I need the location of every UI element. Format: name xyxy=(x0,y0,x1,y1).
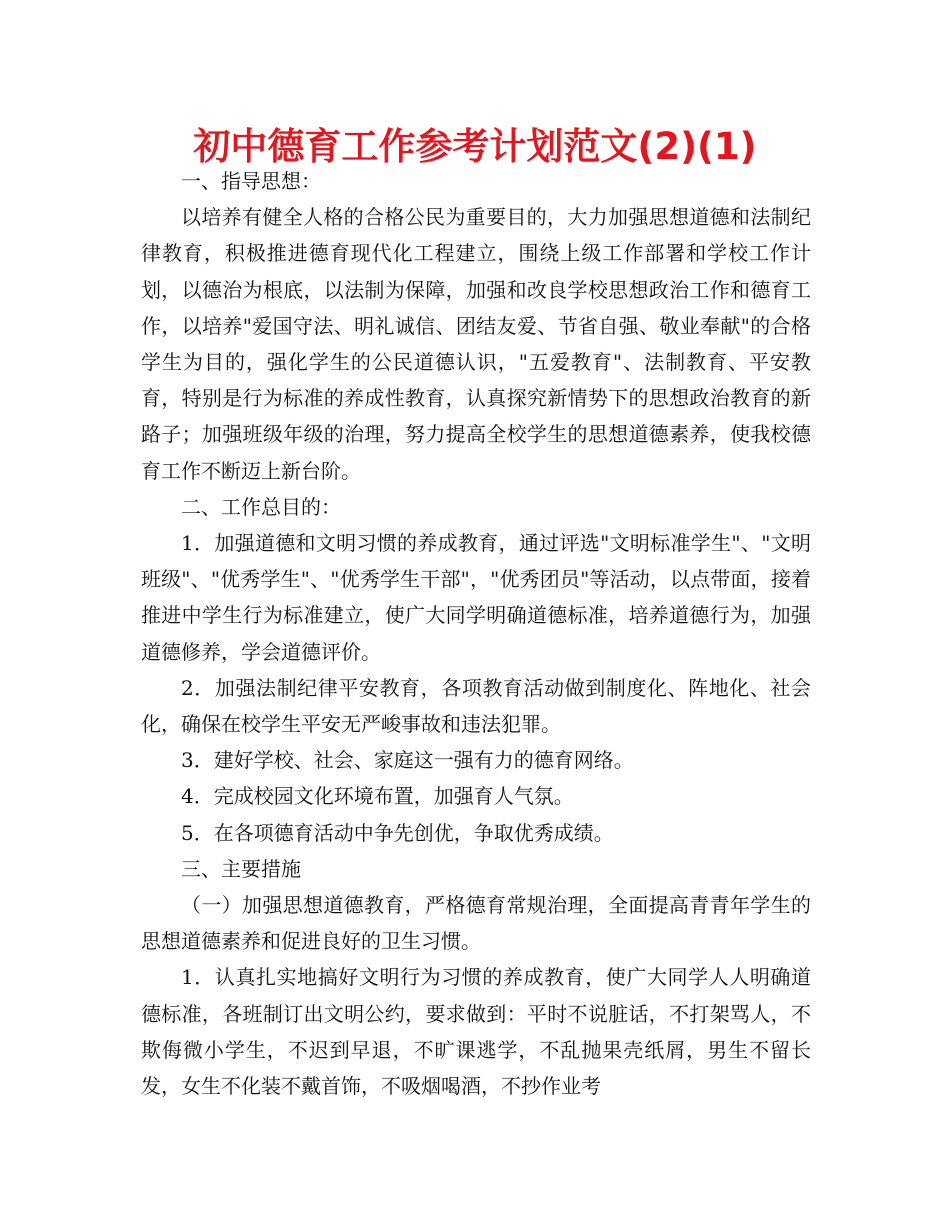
paragraph: 5．在各项德育活动中争先创优，争取优秀成绩。 xyxy=(181,820,614,845)
paragraph: （一）加强思想道德教育，严格德育常规治理，全面提高青青年学生的思想道德素养和促进良好的卫生习惯。 xyxy=(141,893,811,954)
paragraph: 以培养有健全人格的合格公民为重要目的，大力加强思想道德和法制纪律教育，积极推进德育现代化工程建立，围绕上级工作部署和学校工作计划，以德治为根底，以法制为保障，加强和改良学校思想政治工作和德育工作，以培养"爱国守法、明礼诚信、团结友爱、节省自强、敬业奉献"的合格学生为目的，强化学生的公民道德认识，"五爱教育"、法制教育、平安教育，特别是行为标准的养成性教育，认真探究新情势下的思想政治教育的新路子；加强班级年级的治理，努力提高全校学生的思想道德素养，使我校德育工作不断迈上新台阶。 xyxy=(141,205,811,483)
paragraph: 1．加强道德和文明习惯的养成教育，通过评选"文明标准学生"、"文明班级"、"优秀学生"、"优秀学生干部"，"优秀团员"等活动，以点带面，接着推进中学生行为标准建立，使广大同学明确道德标准，培养道德行为，加强道德修养，学会道德评价。 xyxy=(141,531,811,664)
section-heading-main-measures: 三、主要措施 xyxy=(181,856,301,881)
paragraph: 4．完成校园文化环境布置，加强育人气氛。 xyxy=(181,784,574,809)
paragraph: 3．建好学校、社会、家庭这一强有力的德育网络。 xyxy=(181,748,634,773)
document-body xyxy=(141,163,811,1104)
paragraph: 1．认真扎实地搞好文明行为习惯的养成教育，使广大同学人人明确道德标准，各班制订出文明公约，要求做到：平时不说脏话，不打架骂人，不欺侮微小学生，不迟到早退，不旷课逃学，不乱抛果壳纸屑，男生不留长发，女生不化装不戴首饰，不吸烟喝酒，不抄作业考 xyxy=(141,965,811,1099)
paragraph: 2．加强法制纪律平安教育，各项教育活动做到制度化、阵地化、社会化，确保在校学生平安无严峻事故和违法犯罪。 xyxy=(141,675,811,737)
section-heading-overall-goal: 二、工作总目的： xyxy=(181,494,341,519)
document-title: 初中德育工作参考计划范文(2)(1) xyxy=(193,125,757,168)
section-heading-guiding-thought: 一、指导思想： xyxy=(181,169,321,193)
